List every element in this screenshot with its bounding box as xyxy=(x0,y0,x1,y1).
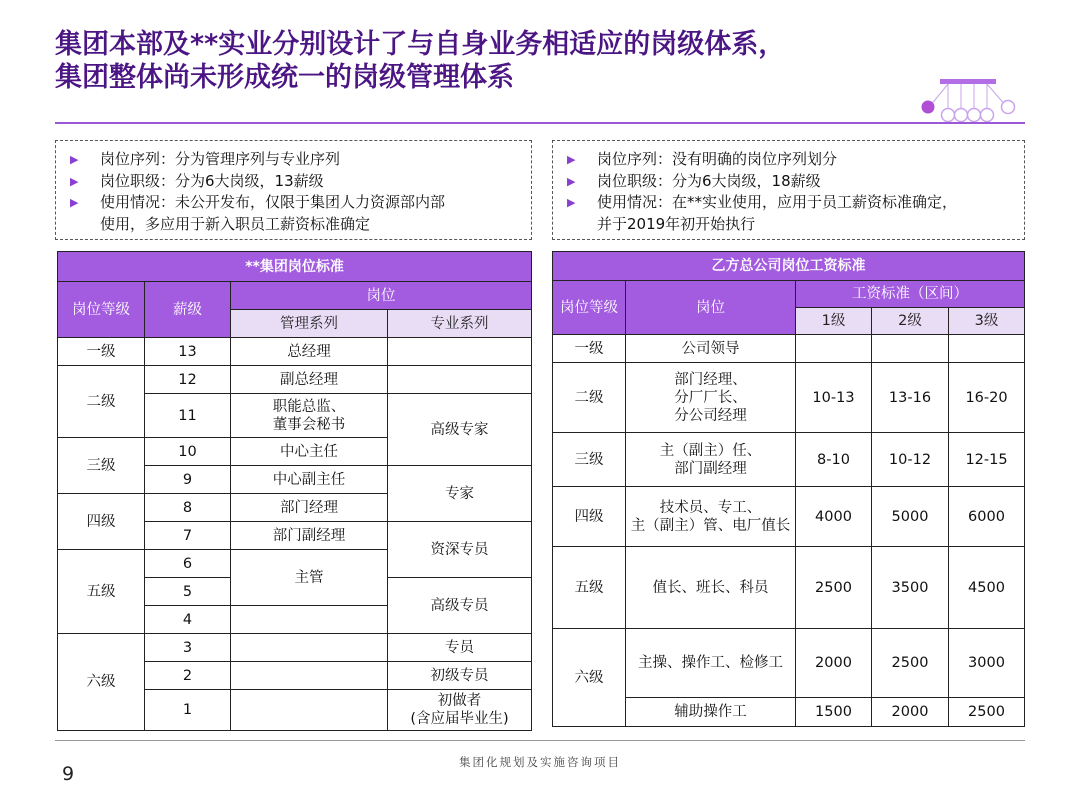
mgmt-cell: 中心副主任 xyxy=(231,466,388,494)
group-grade-table xyxy=(57,251,532,731)
salary-cell: 11 xyxy=(145,394,231,438)
salary-cell: 7 xyxy=(145,522,231,550)
triangle-bullet-icon: ▶ xyxy=(70,153,79,166)
wage-cell: 10-12 xyxy=(872,433,949,487)
salary-cell: 1 xyxy=(145,690,231,731)
salary-cell: 6 xyxy=(145,550,231,578)
grade-cell: 一级 xyxy=(58,338,145,366)
grade-cell: 六级 xyxy=(58,634,145,731)
grade-cell: 三级 xyxy=(58,438,145,494)
left-summary-item xyxy=(66,171,521,193)
header-post: 岗位 xyxy=(626,281,796,335)
grade-cell: 二级 xyxy=(58,366,145,438)
mgmt-line: 董事会秘书 xyxy=(272,416,346,433)
title-line-2: 集团整体尚未形成统一的岗级管理体系 xyxy=(55,62,514,93)
right-summary-text: 岗位职级：分为6大岗级，18薪级 xyxy=(597,171,821,190)
triangle-bullet-icon: ▶ xyxy=(567,153,576,166)
salary-cell: 13 xyxy=(145,338,231,366)
page-number: 9 xyxy=(62,763,75,785)
wage-cell: 2500 xyxy=(949,698,1025,727)
right-summary-text: 使用情况：在**实业使用，应用于员工薪资标准确定， xyxy=(597,193,958,211)
mgmt-cell: 副总经理 xyxy=(231,366,388,394)
wage-cell: 2500 xyxy=(872,629,949,698)
wage-cell xyxy=(872,335,949,363)
prof-cell: 高级专员 xyxy=(388,578,532,634)
prof-cell: 资深专员 xyxy=(388,522,532,578)
wage-cell: 4000 xyxy=(796,487,872,547)
post-line: 分公司经理 xyxy=(674,407,747,424)
wage-cell: 5000 xyxy=(872,487,949,547)
wage-cell: 2000 xyxy=(872,698,949,727)
right-summary-item xyxy=(563,192,1014,214)
mgmt-cell: 主管 xyxy=(231,550,388,606)
grade-cell: 五级 xyxy=(58,550,145,634)
mgmt-line: 职能总监、 xyxy=(272,398,346,415)
wage-cell: 1500 xyxy=(796,698,872,727)
left-summary-item xyxy=(66,149,521,171)
wage-cell: 4500 xyxy=(949,547,1025,629)
grade-cell: 三级 xyxy=(553,433,626,487)
triangle-bullet-icon: ▶ xyxy=(567,174,576,188)
header-wage-range: 工资标准（区间） xyxy=(796,281,1025,308)
header-post: 岗位 xyxy=(231,282,532,310)
post-cell: 辅助操作工 xyxy=(626,698,796,727)
header-grade: 岗位等级 xyxy=(58,282,145,338)
salary-cell: 12 xyxy=(145,366,231,394)
wage-cell: 8-10 xyxy=(796,433,872,487)
wage-cell: 10-13 xyxy=(796,363,872,433)
post-cell xyxy=(626,433,796,487)
left-summary-box xyxy=(55,140,532,240)
prof-line: (含应届毕业生) xyxy=(410,711,509,727)
mgmt-cell-empty xyxy=(231,690,388,731)
post-line: 部门经理、 xyxy=(674,371,747,388)
title-line-1: 集团本部及**实业分别设计了与自身业务相适应的岗级体系， xyxy=(55,29,786,60)
mgmt-cell: 总经理 xyxy=(231,338,388,366)
header-management-series: 管理系列 xyxy=(231,310,388,338)
post-line: 主（副主）管、电厂值长 xyxy=(630,517,791,534)
header-level-3: 3级 xyxy=(949,308,1025,335)
prof-cell: 初级专员 xyxy=(388,662,532,690)
post-cell xyxy=(626,487,796,547)
post-line: 部门副经理 xyxy=(674,460,747,477)
mgmt-cell: 部门经理 xyxy=(231,494,388,522)
mgmt-cell: 中心主任 xyxy=(231,438,388,466)
left-summary-text: 使用情况：未公开发布，仅限于集团人力资源部内部 xyxy=(100,193,446,211)
mgmt-cell xyxy=(231,394,388,438)
post-line: 技术员、专工、 xyxy=(659,499,762,516)
right-summary-item xyxy=(563,149,1014,171)
header-professional-series: 专业系列 xyxy=(388,310,532,338)
post-cell: 值长、班长、科员 xyxy=(626,547,796,629)
title-divider xyxy=(55,122,1025,124)
prof-cell-empty xyxy=(388,338,532,366)
newtons-cradle-icon xyxy=(918,76,1018,122)
grade-cell: 四级 xyxy=(58,494,145,550)
wage-cell: 6000 xyxy=(949,487,1025,547)
salary-cell: 2 xyxy=(145,662,231,690)
right-summary-text: 岗位序列：没有明确的岗位序列划分 xyxy=(597,150,838,168)
salary-cell: 4 xyxy=(145,606,231,634)
mgmt-cell-empty xyxy=(231,606,388,634)
left-summary-item xyxy=(66,192,521,214)
post-cell: 主操、操作工、检修工 xyxy=(626,629,796,698)
prof-cell xyxy=(388,690,532,731)
salary-cell: 3 xyxy=(145,634,231,662)
company-wage-table xyxy=(552,251,1025,727)
wage-cell: 3500 xyxy=(872,547,949,629)
mgmt-cell: 部门副经理 xyxy=(231,522,388,550)
wage-cell: 12-15 xyxy=(949,433,1025,487)
salary-cell: 10 xyxy=(145,438,231,466)
grade-cell: 一级 xyxy=(553,335,626,363)
table-title: **集团岗位标准 xyxy=(58,252,532,282)
prof-cell: 高级专家 xyxy=(388,394,532,466)
grade-cell: 六级 xyxy=(553,629,626,727)
grade-cell: 五级 xyxy=(553,547,626,629)
wage-cell: 16-20 xyxy=(949,363,1025,433)
post-cell: 公司领导 xyxy=(626,335,796,363)
post-cell xyxy=(626,363,796,433)
prof-cell: 专员 xyxy=(388,634,532,662)
right-summary-continuation: 并于2019年初开始执行 xyxy=(597,214,756,233)
post-line: 主（副主）任、 xyxy=(659,442,762,459)
post-line: 分厂厂长、 xyxy=(674,389,747,406)
grade-cell: 四级 xyxy=(553,487,626,547)
triangle-bullet-icon: ▶ xyxy=(567,196,576,209)
wage-cell: 2500 xyxy=(796,547,872,629)
wage-cell: 13-16 xyxy=(872,363,949,433)
prof-cell-empty xyxy=(388,366,532,394)
footer-divider xyxy=(55,740,1025,741)
wage-cell xyxy=(796,335,872,363)
header-level-1: 1级 xyxy=(796,308,872,335)
salary-cell: 9 xyxy=(145,466,231,494)
header-salary-level: 薪级 xyxy=(145,282,231,338)
left-summary-text: 岗位职级：分为6大岗级，13薪级 xyxy=(100,171,324,190)
prof-cell: 专家 xyxy=(388,466,532,522)
prof-line: 初做者 xyxy=(437,693,482,709)
grade-cell: 二级 xyxy=(553,363,626,433)
salary-cell: 5 xyxy=(145,578,231,606)
triangle-bullet-icon: ▶ xyxy=(70,174,79,188)
header-level-2: 2级 xyxy=(872,308,949,335)
left-summary-continuation: 使用，多应用于新入职员工薪资标准确定 xyxy=(100,214,371,233)
mgmt-cell-empty xyxy=(231,634,388,662)
footer-project-name: 集团化规划及实施咨询项目 xyxy=(459,755,621,769)
header-grade: 岗位等级 xyxy=(553,281,626,335)
right-summary-item xyxy=(563,171,1014,193)
table-title: 乙方总公司岗位工资标准 xyxy=(553,252,1025,281)
salary-cell: 8 xyxy=(145,494,231,522)
slide-title xyxy=(55,28,935,94)
triangle-bullet-icon: ▶ xyxy=(70,196,79,209)
wage-cell: 2000 xyxy=(796,629,872,698)
mgmt-cell-empty xyxy=(231,662,388,690)
wage-cell xyxy=(949,335,1025,363)
right-summary-box xyxy=(552,140,1025,240)
wage-cell: 3000 xyxy=(949,629,1025,698)
left-summary-text: 岗位序列：分为管理序列与专业序列 xyxy=(100,150,341,168)
